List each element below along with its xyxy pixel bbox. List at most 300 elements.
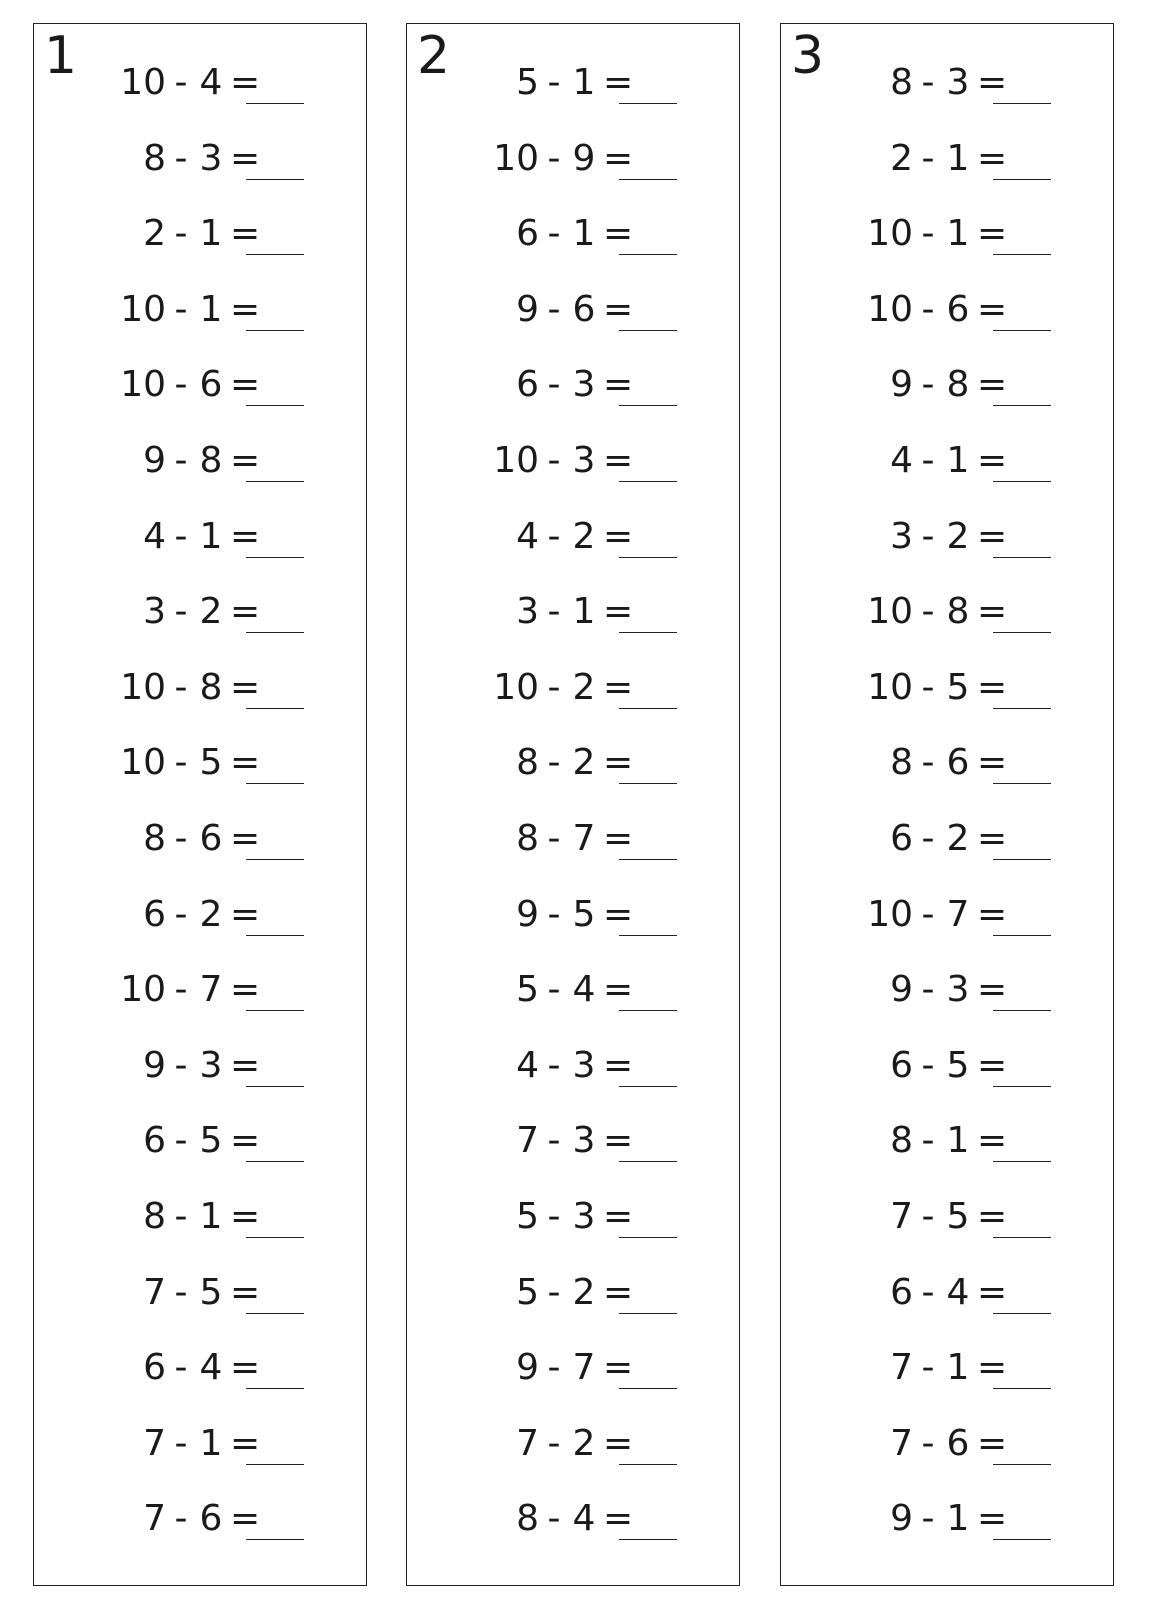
subtrahend: 5 — [199, 742, 223, 784]
answer-blank[interactable] — [619, 632, 677, 633]
answer-blank[interactable] — [619, 1237, 677, 1238]
column-number: 2 — [417, 26, 451, 86]
equals-sign: = — [977, 666, 1008, 708]
answer-blank[interactable] — [619, 1539, 677, 1540]
answer-blank[interactable] — [993, 1086, 1051, 1087]
answer-blank[interactable] — [619, 481, 677, 482]
subtrahend: 1 — [199, 288, 223, 330]
minuend: 8 — [516, 742, 539, 784]
equals-sign: = — [603, 515, 634, 557]
equals-sign: = — [603, 1044, 634, 1086]
answer-blank[interactable] — [619, 103, 677, 104]
equals-sign: = — [977, 439, 1008, 481]
minus-sign: - — [921, 591, 935, 633]
subtrahend: 9 — [572, 137, 596, 179]
answer-blank[interactable] — [246, 557, 304, 558]
subtrahend: 3 — [946, 969, 970, 1011]
subtrahend: 3 — [572, 439, 596, 481]
answer-blank[interactable] — [993, 557, 1051, 558]
subtrahend: 3 — [572, 1195, 596, 1237]
subtrahend: 3 — [946, 62, 970, 103]
minus-sign: - — [547, 1347, 561, 1389]
minus-sign: - — [174, 1271, 188, 1313]
answer-blank[interactable] — [619, 254, 677, 255]
subtrahend: 1 — [199, 1195, 223, 1237]
subtrahend: 1 — [946, 1498, 970, 1540]
subtrahend: 8 — [946, 591, 970, 633]
minuend: 9 — [890, 1498, 913, 1540]
minus-sign: - — [174, 742, 188, 784]
minuend: 2 — [143, 213, 166, 255]
minus-sign: - — [174, 1422, 188, 1464]
problem-row — [781, 1493, 1113, 1569]
subtrahend: 2 — [946, 515, 970, 557]
equals-sign: = — [603, 666, 634, 708]
minuend: 7 — [143, 1422, 166, 1464]
equals-sign: = — [230, 969, 261, 1011]
minus-sign: - — [921, 1422, 935, 1464]
answer-blank[interactable] — [246, 254, 304, 255]
equals-sign: = — [230, 439, 261, 481]
equals-sign: = — [977, 515, 1008, 557]
minus-sign: - — [547, 1271, 561, 1313]
minuend: 5 — [516, 969, 539, 1011]
minus-sign: - — [547, 893, 561, 935]
minus-sign: - — [921, 1271, 935, 1313]
subtrahend: 6 — [572, 288, 596, 330]
minuend: 8 — [143, 137, 166, 179]
minus-sign: - — [921, 1120, 935, 1162]
answer-blank[interactable] — [619, 1313, 677, 1314]
subtrahend: 2 — [572, 515, 596, 557]
minuend: 9 — [890, 969, 913, 1011]
answer-blank[interactable] — [993, 405, 1051, 406]
subtrahend: 1 — [199, 1422, 223, 1464]
minus-sign: - — [547, 439, 561, 481]
problem-row — [407, 133, 739, 209]
answer-blank[interactable] — [246, 783, 304, 784]
problem-row — [34, 1040, 366, 1116]
equals-sign: = — [603, 591, 634, 633]
minus-sign: - — [174, 515, 188, 557]
minus-sign: - — [921, 893, 935, 935]
problem-row — [407, 586, 739, 662]
answer-blank[interactable] — [246, 1539, 304, 1540]
problem-row — [407, 208, 739, 284]
minuend: 9 — [516, 288, 539, 330]
minus-sign: - — [921, 969, 935, 1011]
problem-row — [407, 889, 739, 965]
answer-blank[interactable] — [619, 1086, 677, 1087]
minus-sign: - — [174, 137, 188, 179]
problem-row — [34, 208, 366, 284]
subtrahend: 7 — [946, 893, 970, 935]
equals-sign: = — [977, 1044, 1008, 1086]
problem-row — [781, 1342, 1113, 1418]
answer-blank[interactable] — [246, 1010, 304, 1011]
minuend: 3 — [516, 591, 539, 633]
subtrahend: 1 — [572, 213, 596, 255]
equals-sign: = — [977, 1120, 1008, 1162]
minuend: 10 — [867, 666, 913, 708]
problem-row — [34, 586, 366, 662]
subtrahend: 6 — [946, 1422, 970, 1464]
minus-sign: - — [547, 1044, 561, 1086]
minus-sign: - — [547, 137, 561, 179]
minus-sign: - — [174, 1195, 188, 1237]
answer-blank[interactable] — [619, 783, 677, 784]
answer-blank[interactable] — [993, 859, 1051, 860]
equals-sign: = — [603, 817, 634, 859]
minuend: 6 — [516, 213, 539, 255]
equals-sign: = — [603, 1498, 634, 1540]
problem-list — [407, 57, 739, 1569]
minus-sign: - — [174, 893, 188, 935]
answer-blank[interactable] — [246, 1161, 304, 1162]
minuend: 10 — [120, 288, 166, 330]
subtrahend: 1 — [946, 439, 970, 481]
minuend: 5 — [516, 62, 539, 103]
minuend: 2 — [890, 137, 913, 179]
problem-row — [407, 662, 739, 738]
equals-sign: = — [603, 1120, 634, 1162]
minus-sign: - — [921, 288, 935, 330]
problem-row — [34, 284, 366, 360]
problem-row — [407, 359, 739, 435]
equals-sign: = — [977, 893, 1008, 935]
minus-sign: - — [921, 439, 935, 481]
equals-sign: = — [230, 1347, 261, 1389]
minuend: 10 — [120, 62, 166, 103]
answer-blank[interactable] — [993, 330, 1051, 331]
problem-row — [34, 1493, 366, 1569]
minus-sign: - — [174, 666, 188, 708]
problem-row — [34, 1342, 366, 1418]
minuend: 6 — [890, 1271, 913, 1313]
minuend: 10 — [867, 213, 913, 255]
answer-blank[interactable] — [246, 330, 304, 331]
subtrahend: 2 — [572, 666, 596, 708]
answer-blank[interactable] — [246, 1388, 304, 1389]
minus-sign: - — [921, 1347, 935, 1389]
minuend: 6 — [143, 1120, 166, 1162]
subtrahend: 7 — [199, 969, 223, 1011]
minuend: 8 — [890, 62, 913, 103]
equals-sign: = — [977, 1498, 1008, 1540]
answer-blank[interactable] — [619, 405, 677, 406]
problem-row — [407, 435, 739, 511]
answer-blank[interactable] — [993, 783, 1051, 784]
answer-blank[interactable] — [619, 935, 677, 936]
minuend: 4 — [516, 515, 539, 557]
minus-sign: - — [921, 666, 935, 708]
minus-sign: - — [547, 213, 561, 255]
answer-blank[interactable] — [246, 708, 304, 709]
minuend: 9 — [516, 893, 539, 935]
minus-sign: - — [921, 742, 935, 784]
subtrahend: 1 — [946, 213, 970, 255]
answer-blank[interactable] — [619, 330, 677, 331]
subtrahend: 4 — [572, 1498, 596, 1540]
answer-blank[interactable] — [246, 103, 304, 104]
subtrahend: 8 — [199, 439, 223, 481]
minus-sign: - — [174, 439, 188, 481]
minus-sign: - — [174, 1044, 188, 1086]
problem-row — [407, 1191, 739, 1267]
problem-row — [407, 1267, 739, 1343]
answer-blank[interactable] — [993, 1388, 1051, 1389]
answer-blank[interactable] — [993, 481, 1051, 482]
answer-blank[interactable] — [246, 1313, 304, 1314]
minuend: 9 — [516, 1347, 539, 1389]
answer-blank[interactable] — [993, 1313, 1051, 1314]
subtrahend: 1 — [572, 591, 596, 633]
answer-blank[interactable] — [993, 254, 1051, 255]
problem-row — [407, 813, 739, 889]
problem-row — [34, 889, 366, 965]
column-number: 1 — [44, 26, 78, 86]
worksheet-column-3 — [780, 23, 1114, 1586]
minus-sign: - — [547, 969, 561, 1011]
equals-sign: = — [603, 742, 634, 784]
minus-sign: - — [547, 515, 561, 557]
minuend: 4 — [143, 515, 166, 557]
problem-row — [407, 964, 739, 1040]
minuend: 8 — [516, 1498, 539, 1540]
problem-row — [781, 1191, 1113, 1267]
answer-blank[interactable] — [246, 1086, 304, 1087]
answer-blank[interactable] — [619, 1161, 677, 1162]
answer-blank[interactable] — [993, 1161, 1051, 1162]
minuend: 10 — [867, 591, 913, 633]
answer-blank[interactable] — [619, 859, 677, 860]
subtrahend: 5 — [199, 1120, 223, 1162]
answer-blank[interactable] — [246, 935, 304, 936]
minuend: 10 — [120, 666, 166, 708]
subtrahend: 6 — [946, 288, 970, 330]
minuend: 8 — [143, 1195, 166, 1237]
subtrahend: 5 — [946, 1195, 970, 1237]
minuend: 10 — [493, 137, 539, 179]
problem-row — [34, 511, 366, 587]
answer-blank[interactable] — [246, 481, 304, 482]
subtrahend: 1 — [946, 1347, 970, 1389]
equals-sign: = — [977, 817, 1008, 859]
equals-sign: = — [230, 1422, 261, 1464]
minus-sign: - — [174, 213, 188, 255]
subtrahend: 2 — [199, 591, 223, 633]
subtrahend: 6 — [199, 1498, 223, 1540]
equals-sign: = — [603, 364, 634, 406]
equals-sign: = — [977, 1422, 1008, 1464]
problem-row — [781, 284, 1113, 360]
minuend: 6 — [143, 893, 166, 935]
problem-row — [781, 586, 1113, 662]
answer-blank[interactable] — [246, 859, 304, 860]
answer-blank[interactable] — [619, 1464, 677, 1465]
minuend: 3 — [143, 591, 166, 633]
equals-sign: = — [230, 62, 261, 103]
minuend: 6 — [516, 364, 539, 406]
equals-sign: = — [230, 742, 261, 784]
minuend: 9 — [143, 1044, 166, 1086]
minus-sign: - — [547, 1498, 561, 1540]
problem-row — [34, 1418, 366, 1494]
minus-sign: - — [547, 666, 561, 708]
equals-sign: = — [603, 893, 634, 935]
problem-row — [34, 1191, 366, 1267]
equals-sign: = — [977, 288, 1008, 330]
equals-sign: = — [230, 893, 261, 935]
equals-sign: = — [230, 1195, 261, 1237]
subtrahend: 2 — [199, 893, 223, 935]
minus-sign: - — [174, 1498, 188, 1540]
minus-sign: - — [921, 213, 935, 255]
minus-sign: - — [174, 817, 188, 859]
problem-row — [407, 1418, 739, 1494]
minus-sign: - — [547, 62, 561, 103]
subtrahend: 1 — [199, 515, 223, 557]
answer-blank[interactable] — [993, 708, 1051, 709]
minus-sign: - — [921, 364, 935, 406]
equals-sign: = — [603, 213, 634, 255]
answer-blank[interactable] — [619, 179, 677, 180]
subtrahend: 2 — [946, 817, 970, 859]
problem-row — [34, 1115, 366, 1191]
answer-blank[interactable] — [246, 1464, 304, 1465]
answer-blank[interactable] — [993, 103, 1051, 104]
subtrahend: 5 — [946, 666, 970, 708]
minus-sign: - — [547, 817, 561, 859]
subtrahend: 6 — [199, 817, 223, 859]
minuend: 8 — [143, 817, 166, 859]
minuend: 7 — [890, 1422, 913, 1464]
problem-row — [781, 1267, 1113, 1343]
subtrahend: 1 — [199, 213, 223, 255]
minus-sign: - — [921, 137, 935, 179]
minuend: 5 — [516, 1195, 539, 1237]
minuend: 10 — [867, 893, 913, 935]
problem-row — [781, 359, 1113, 435]
answer-blank[interactable] — [619, 708, 677, 709]
answer-blank[interactable] — [993, 1464, 1051, 1465]
minuend: 3 — [890, 515, 913, 557]
minuend: 6 — [890, 1044, 913, 1086]
answer-blank[interactable] — [619, 557, 677, 558]
problem-row — [781, 662, 1113, 738]
problem-row — [781, 1040, 1113, 1116]
minus-sign: - — [174, 969, 188, 1011]
problem-row — [34, 359, 366, 435]
problem-row — [781, 511, 1113, 587]
problem-row — [34, 435, 366, 511]
minus-sign: - — [174, 288, 188, 330]
answer-blank[interactable] — [993, 632, 1051, 633]
equals-sign: = — [230, 1120, 261, 1162]
subtrahend: 7 — [572, 817, 596, 859]
minuend: 8 — [890, 1120, 913, 1162]
minus-sign: - — [921, 515, 935, 557]
minuend: 9 — [890, 364, 913, 406]
answer-blank[interactable] — [619, 1010, 677, 1011]
subtrahend: 3 — [199, 137, 223, 179]
problem-row — [781, 889, 1113, 965]
equals-sign: = — [603, 1195, 634, 1237]
minuend: 10 — [120, 742, 166, 784]
subtrahend: 1 — [572, 62, 596, 103]
problem-row — [781, 133, 1113, 209]
minus-sign: - — [174, 591, 188, 633]
answer-blank[interactable] — [619, 1388, 677, 1389]
subtrahend: 6 — [199, 364, 223, 406]
minuend: 10 — [867, 288, 913, 330]
answer-blank[interactable] — [993, 1539, 1051, 1540]
equals-sign: = — [977, 1195, 1008, 1237]
equals-sign: = — [977, 364, 1008, 406]
problem-row — [34, 662, 366, 738]
answer-blank[interactable] — [246, 632, 304, 633]
minus-sign: - — [547, 288, 561, 330]
problem-list — [34, 57, 366, 1569]
equals-sign: = — [230, 364, 261, 406]
answer-blank[interactable] — [993, 935, 1051, 936]
answer-blank[interactable] — [246, 1237, 304, 1238]
minus-sign: - — [547, 1120, 561, 1162]
column-number: 3 — [791, 26, 825, 86]
equals-sign: = — [230, 137, 261, 179]
equals-sign: = — [977, 969, 1008, 1011]
equals-sign: = — [603, 969, 634, 1011]
subtrahend: 3 — [572, 1120, 596, 1162]
answer-blank[interactable] — [993, 1010, 1051, 1011]
minuend: 8 — [516, 817, 539, 859]
minuend: 4 — [516, 1044, 539, 1086]
problem-row — [781, 1418, 1113, 1494]
problem-list — [781, 57, 1113, 1569]
minus-sign: - — [547, 742, 561, 784]
answer-blank[interactable] — [993, 179, 1051, 180]
subtrahend: 8 — [946, 364, 970, 406]
problem-row — [34, 57, 366, 133]
minuend: 7 — [143, 1498, 166, 1540]
minus-sign: - — [921, 1195, 935, 1237]
minus-sign: - — [547, 591, 561, 633]
problem-row — [407, 1342, 739, 1418]
minuend: 10 — [493, 666, 539, 708]
equals-sign: = — [230, 666, 261, 708]
problem-row — [34, 1267, 366, 1343]
minus-sign: - — [921, 1044, 935, 1086]
equals-sign: = — [230, 213, 261, 255]
equals-sign: = — [603, 1422, 634, 1464]
minus-sign: - — [547, 364, 561, 406]
answer-blank[interactable] — [993, 1237, 1051, 1238]
subtrahend: 3 — [199, 1044, 223, 1086]
minuend: 9 — [143, 439, 166, 481]
answer-blank[interactable] — [246, 179, 304, 180]
minuend: 10 — [120, 969, 166, 1011]
problem-row — [407, 57, 739, 133]
answer-blank[interactable] — [246, 405, 304, 406]
subtrahend: 5 — [199, 1271, 223, 1313]
equals-sign: = — [230, 1498, 261, 1540]
problem-row — [781, 964, 1113, 1040]
equals-sign: = — [977, 591, 1008, 633]
minuend: 7 — [890, 1195, 913, 1237]
minuend: 10 — [493, 439, 539, 481]
minus-sign: - — [174, 62, 188, 103]
problem-row — [781, 57, 1113, 133]
